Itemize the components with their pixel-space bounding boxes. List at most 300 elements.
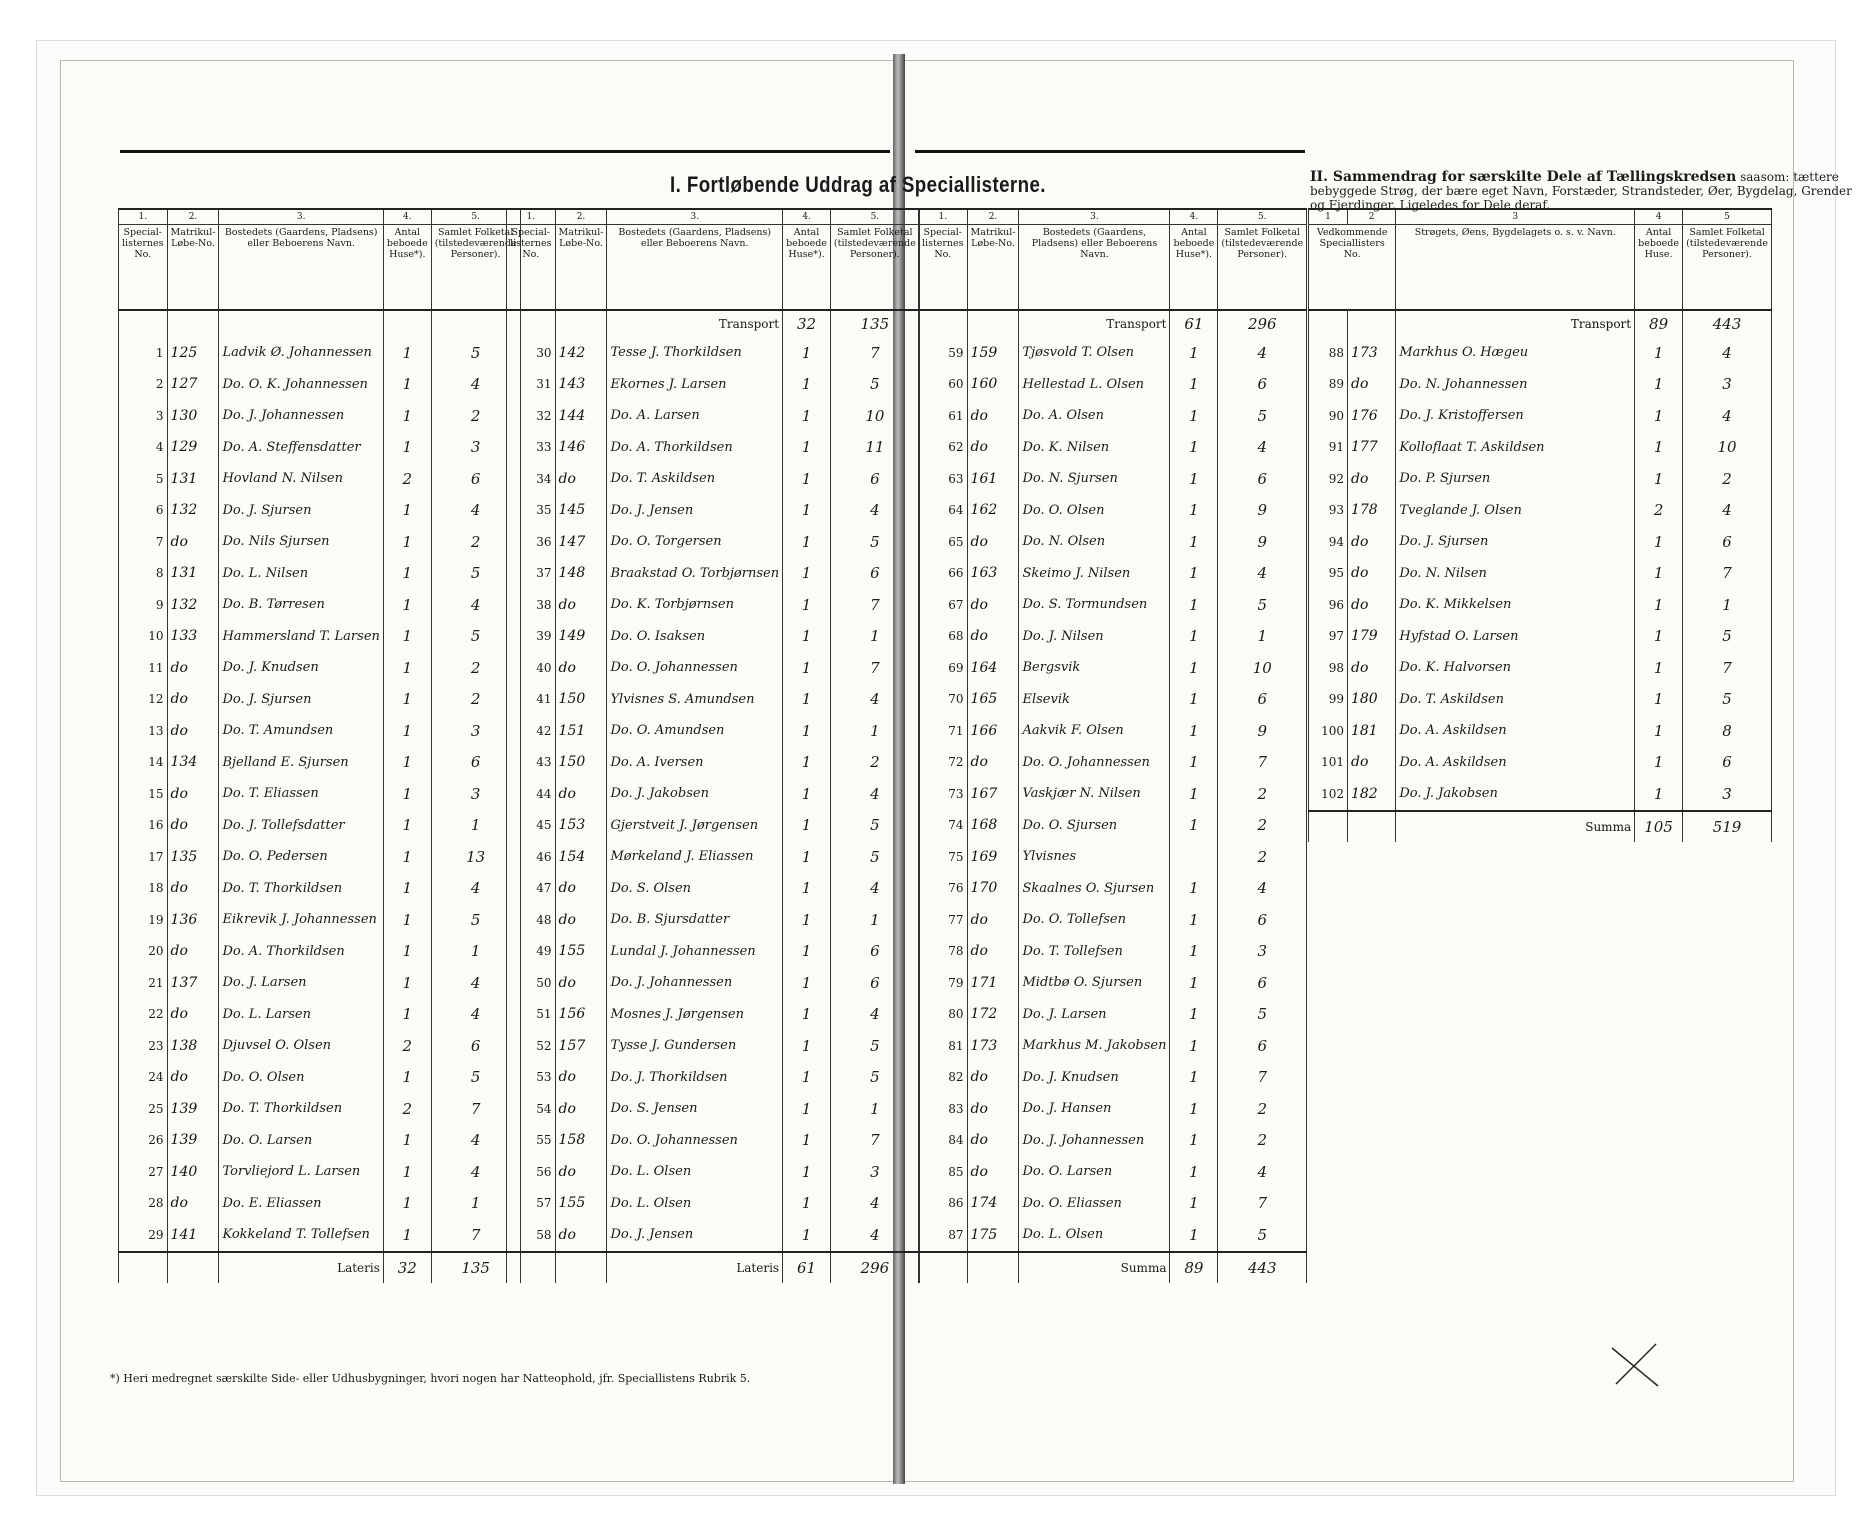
transport-label: Transport [607,310,783,337]
header-ii-antal: Antal beboede Huse. [1635,225,1683,311]
table-row [507,621,920,653]
row-matr-no: 134 [167,747,219,779]
header-antal: Antal beboede Huse*). [1170,225,1218,311]
row-antal: 1 [783,495,831,527]
summa-label: Summa [1396,811,1635,842]
row-spec-no: 92 [1309,463,1348,495]
row-matr-no: 149 [555,621,607,653]
header-bosted: Bostedets (Gaardens, Pladsens) eller Beboerens Navn. [1019,225,1170,311]
table-row [919,1030,1307,1062]
table-row [919,1219,1307,1252]
row-spec-no: 57 [507,1188,556,1220]
row-name: Do. O. Eliassen [1019,1188,1170,1220]
row-antal: 1 [1635,337,1683,369]
row-name: Do. P. Sjursen [1396,463,1635,495]
row-antal: 1 [783,526,831,558]
row-spec-no: 69 [919,652,968,684]
row-antal: 1 [1635,369,1683,401]
row-folk: 4 [431,967,520,999]
row-name: Do. J. Jakobsen [607,778,783,810]
table-row [119,810,521,842]
row-folk: 6 [830,463,919,495]
row-folk: 4 [1683,400,1772,432]
lateris-antal: 32 [383,1252,431,1283]
row-antal: 1 [1170,369,1218,401]
header-matr-no: Matrikul-Løbe-No. [967,225,1019,311]
row-folk: 7 [1218,747,1307,779]
row-name: Do. O. Tollefsen [1019,904,1170,936]
table-row [919,463,1307,495]
row-folk: 5 [431,337,520,369]
row-name: Skeimo J. Nilsen [1019,558,1170,590]
header-spec-no: Special-listernes No. [507,225,556,311]
row-folk: 2 [1218,1125,1307,1157]
row-antal: 1 [383,526,431,558]
table-row [507,747,920,779]
row-name: Do. L. Olsen [607,1156,783,1188]
row-name: Do. B. Sjursdatter [607,904,783,936]
col-num: 3. [607,209,783,225]
row-matr-no: do [555,589,607,621]
header-ii-folketal: Samlet Folketal (tilstedeværende Personer). [1683,225,1772,311]
column-number-row [119,209,521,225]
row-spec-no: 47 [507,873,556,905]
row-folk: 10 [1218,652,1307,684]
row-matr-no: 146 [555,432,607,464]
row-name: Do. N. Olsen [1019,526,1170,558]
table-row [119,936,521,968]
row-matr-no: 171 [967,967,1019,999]
row-spec-no: 6 [119,495,168,527]
row-folk: 4 [830,1219,919,1252]
row-spec-no: 94 [1309,526,1348,558]
row-name: Do. O. Johannessen [1019,747,1170,779]
lateris-row [119,1252,521,1283]
table-row [1309,558,1772,590]
row-matr-no: do [967,1125,1019,1157]
row-folk: 1 [431,810,520,842]
table-row [119,495,521,527]
row-antal: 1 [1170,873,1218,905]
row-spec-no: 28 [119,1188,168,1220]
row-matr-no: 176 [1347,400,1395,432]
row-folk: 4 [1218,873,1307,905]
col-num: 3. [1019,209,1170,225]
row-matr-no: do [555,967,607,999]
row-spec-no: 44 [507,778,556,810]
row-antal: 1 [783,999,831,1031]
table-row [919,747,1307,779]
row-spec-no: 7 [119,526,168,558]
row-name: Kolloflaat T. Askildsen [1396,432,1635,464]
row-matr-no: 144 [555,400,607,432]
header-matr-no: Matrikul-Løbe-No. [555,225,607,311]
row-matr-no: do [967,747,1019,779]
row-matr-no: 157 [555,1030,607,1062]
row-matr-no: 150 [555,747,607,779]
col-num: 5. [431,209,520,225]
row-antal: 1 [383,684,431,716]
table-row [507,715,920,747]
row-spec-no: 74 [919,810,968,842]
row-antal: 1 [1635,747,1683,779]
table-row [1309,684,1772,716]
table-row [119,904,521,936]
header-row [507,225,920,311]
row-matr-no: do [167,715,219,747]
row-antal: 1 [1170,715,1218,747]
row-folk: 3 [431,715,520,747]
table-row [1309,463,1772,495]
row-antal: 1 [783,936,831,968]
row-spec-no: 80 [919,999,968,1031]
row-matr-no: 175 [967,1219,1019,1252]
row-antal: 1 [1635,400,1683,432]
row-matr-no: do [167,526,219,558]
row-matr-no: 163 [967,558,1019,590]
row-matr-no: 145 [555,495,607,527]
table-row [919,369,1307,401]
row-antal: 1 [1635,652,1683,684]
row-name: Do. S. Tormundsen [1019,589,1170,621]
table-row [919,841,1307,873]
row-spec-no: 45 [507,810,556,842]
row-matr-no: 181 [1347,715,1395,747]
summa-folk: 519 [1683,811,1772,842]
row-matr-no: do [167,936,219,968]
row-antal: 1 [1170,1030,1218,1062]
row-folk: 5 [830,1062,919,1094]
row-matr-no: do [167,810,219,842]
row-folk: 3 [830,1156,919,1188]
row-antal: 1 [1170,589,1218,621]
row-name: Do. A. Askildsen [1396,747,1635,779]
row-folk: 1 [830,904,919,936]
row-antal: 1 [1170,463,1218,495]
row-folk: 2 [1218,778,1307,810]
table-row [919,652,1307,684]
table-row [119,337,521,369]
table-row [119,841,521,873]
row-name: Do. T. Askildsen [1396,684,1635,716]
row-folk: 4 [431,589,520,621]
row-folk: 5 [1218,589,1307,621]
row-name: Do. J. Johannessen [607,967,783,999]
transport-antal: 89 [1635,310,1683,337]
row-matr-no: 166 [967,715,1019,747]
table-row [919,1125,1307,1157]
row-antal: 1 [783,873,831,905]
row-spec-no: 31 [507,369,556,401]
table-row [119,747,521,779]
row-spec-no: 39 [507,621,556,653]
row-antal: 1 [1170,495,1218,527]
table-row [507,967,920,999]
row-name: Do. T. Thorkildsen [219,1093,383,1125]
col-num: 5 [1683,209,1772,225]
lateris-label: Lateris [219,1252,383,1283]
row-spec-no: 8 [119,558,168,590]
row-antal: 1 [1635,684,1683,716]
row-spec-no: 25 [119,1093,168,1125]
row-matr-no: 180 [1347,684,1395,716]
summa-antal: 105 [1635,811,1683,842]
row-spec-no: 66 [919,558,968,590]
row-name: Ladvik Ø. Johannessen [219,337,383,369]
row-folk: 1 [431,936,520,968]
table-row [507,369,920,401]
row-matr-no: do [555,1093,607,1125]
row-spec-no: 40 [507,652,556,684]
row-name: Mosnes J. Jørgensen [607,999,783,1031]
row-antal: 1 [783,1030,831,1062]
row-folk: 5 [830,526,919,558]
section-ii-heading: II. Sammendrag for særskilte Dele af Tællingskredsen [1310,169,1737,185]
row-folk: 6 [431,1030,520,1062]
transport-row [1309,310,1772,337]
row-matr-no: 154 [555,841,607,873]
header-folketal: Samlet Folketal (tilstedeværende Personer). [431,225,520,311]
row-name: Gjerstveit J. Jørgensen [607,810,783,842]
row-folk: 5 [830,369,919,401]
row-name: Do. J. Nilsen [1019,621,1170,653]
row-folk: 9 [1218,495,1307,527]
row-matr-no: do [967,1062,1019,1094]
row-folk: 5 [1683,684,1772,716]
row-antal: 1 [783,589,831,621]
row-folk: 6 [1683,747,1772,779]
row-matr-no: 159 [967,337,1019,369]
row-antal: 1 [783,558,831,590]
row-antal: 1 [383,904,431,936]
table-row [919,1093,1307,1125]
row-matr-no: do [967,589,1019,621]
row-name: Hammersland T. Larsen [219,621,383,653]
row-name: Tesse J. Thorkildsen [607,337,783,369]
row-matr-no: 148 [555,558,607,590]
header-row [1309,225,1772,311]
row-antal: 1 [383,810,431,842]
header-spec-no: Special-listernes No. [119,225,168,311]
row-folk: 6 [1218,904,1307,936]
row-spec-no: 79 [919,967,968,999]
row-folk: 6 [1683,526,1772,558]
row-name: Do. O. Olsen [1019,495,1170,527]
table-row [919,337,1307,369]
row-folk: 4 [1218,558,1307,590]
row-antal: 1 [1170,747,1218,779]
row-name: Do. J. Tollefsdatter [219,810,383,842]
row-antal: 1 [383,495,431,527]
table-row [507,495,920,527]
row-name: Do. O. K. Johannessen [219,369,383,401]
row-spec-no: 46 [507,841,556,873]
col-num: 2. [167,209,219,225]
row-matr-no: 168 [967,810,1019,842]
row-folk: 5 [1218,1219,1307,1252]
row-folk: 2 [830,747,919,779]
row-antal: 1 [383,337,431,369]
row-spec-no: 98 [1309,652,1348,684]
row-name: Tveglande J. Olsen [1396,495,1635,527]
row-name: Do. J. Sjursen [219,684,383,716]
row-antal: 1 [1635,589,1683,621]
table-row [1309,715,1772,747]
row-matr-no: do [167,999,219,1031]
row-name: Do. J. Jensen [607,495,783,527]
row-name: Do. S. Jensen [607,1093,783,1125]
table-row [507,873,920,905]
table-row [507,337,920,369]
table-row [507,684,920,716]
row-matr-no: do [1347,526,1395,558]
table-row [507,904,920,936]
row-name: Do. A. Iversen [607,747,783,779]
row-matr-no: 164 [967,652,1019,684]
row-name: Do. K. Halvorsen [1396,652,1635,684]
row-matr-no: do [1347,652,1395,684]
row-folk: 5 [1218,400,1307,432]
row-matr-no: 150 [555,684,607,716]
row-matr-no: 174 [967,1188,1019,1220]
row-name: Do. J. Johannessen [219,400,383,432]
row-spec-no: 88 [1309,337,1348,369]
row-antal: 1 [783,715,831,747]
row-matr-no: 177 [1347,432,1395,464]
row-matr-no: do [967,1156,1019,1188]
row-antal: 1 [1170,778,1218,810]
header-bosted: Bostedets (Gaardens, Pladsens) eller Beboerens Navn. [219,225,383,311]
row-folk: 4 [830,999,919,1031]
col-num: 1. [919,209,968,225]
row-spec-no: 1 [119,337,168,369]
row-name: Do. J. Johannessen [1019,1125,1170,1157]
row-folk: 6 [1218,967,1307,999]
table-row [507,1062,920,1094]
table-row [119,621,521,653]
row-antal: 1 [783,967,831,999]
transport-row [919,310,1307,337]
row-antal: 1 [1635,621,1683,653]
row-name: Markhus M. Jakobsen [1019,1030,1170,1062]
table-row [507,841,920,873]
row-matr-no: do [555,1062,607,1094]
row-name: Do. J. Knudsen [219,652,383,684]
row-antal: 1 [383,747,431,779]
row-matr-no: 178 [1347,495,1395,527]
row-spec-no: 58 [507,1219,556,1252]
row-matr-no: do [967,432,1019,464]
row-folk: 4 [431,369,520,401]
row-matr-no: do [1347,463,1395,495]
row-matr-no: do [555,463,607,495]
table-row [119,369,521,401]
col-num: 1. [119,209,168,225]
row-matr-no: do [967,936,1019,968]
row-name: Do. O. Torgersen [607,526,783,558]
table-row [1309,432,1772,464]
table-row [919,967,1307,999]
row-spec-no: 3 [119,400,168,432]
row-name: Do. T. Thorkildsen [219,873,383,905]
table-row [507,526,920,558]
row-antal: 1 [783,684,831,716]
table-row [119,463,521,495]
row-matr-no: 151 [555,715,607,747]
row-folk: 4 [830,1188,919,1220]
row-folk: 2 [431,684,520,716]
table-row [1309,526,1772,558]
table-row [507,589,920,621]
row-matr-no: do [1347,369,1395,401]
row-folk: 4 [1218,337,1307,369]
ledger-table-3 [918,208,1307,1283]
row-antal: 1 [383,558,431,590]
row-folk: 4 [431,495,520,527]
row-matr-no: 139 [167,1093,219,1125]
row-name: Do. O. Johannessen [607,652,783,684]
summa-antal: 89 [1170,1252,1218,1283]
row-folk: 5 [431,904,520,936]
row-antal: 1 [383,841,431,873]
row-antal: 1 [383,432,431,464]
row-matr-no: do [1347,558,1395,590]
row-spec-no: 97 [1309,621,1348,653]
row-name: Do. O. Pedersen [219,841,383,873]
row-spec-no: 86 [919,1188,968,1220]
row-matr-no: 139 [167,1125,219,1157]
column-number-row [919,209,1307,225]
row-name: Midtbø O. Sjursen [1019,967,1170,999]
row-folk: 1 [830,621,919,653]
row-spec-no: 12 [119,684,168,716]
header-ii-no: Vedkommende Speciallisters No. [1309,225,1396,311]
row-antal: 1 [783,1156,831,1188]
row-matr-no: 133 [167,621,219,653]
row-antal: 1 [1170,1062,1218,1094]
row-name: Do. J. Jakobsen [1396,778,1635,811]
row-antal: 1 [1170,1188,1218,1220]
header-bosted: Bostedets (Gaardens, Pladsens) eller Beboerens Navn. [607,225,783,311]
row-folk: 7 [431,1219,520,1252]
row-spec-no: 43 [507,747,556,779]
row-spec-no: 90 [1309,400,1348,432]
row-antal: 1 [1170,526,1218,558]
header-row [119,225,521,311]
row-matr-no: 132 [167,589,219,621]
row-folk: 8 [1683,715,1772,747]
table-row [507,652,920,684]
row-spec-no: 89 [1309,369,1348,401]
row-antal: 1 [783,747,831,779]
row-antal: 1 [383,1188,431,1220]
row-matr-no: do [967,400,1019,432]
row-name: Do. A. Thorkildsen [219,936,383,968]
row-matr-no: 136 [167,904,219,936]
row-antal: 1 [1635,558,1683,590]
row-matr-no: 169 [967,841,1019,873]
table-row [919,873,1307,905]
table-row [507,1188,920,1220]
table-row [919,715,1307,747]
row-spec-no: 17 [119,841,168,873]
table-row [919,999,1307,1031]
table-row [919,589,1307,621]
row-folk: 3 [431,432,520,464]
row-folk: 4 [830,684,919,716]
row-spec-no: 14 [119,747,168,779]
transport-label: Transport [1019,310,1170,337]
